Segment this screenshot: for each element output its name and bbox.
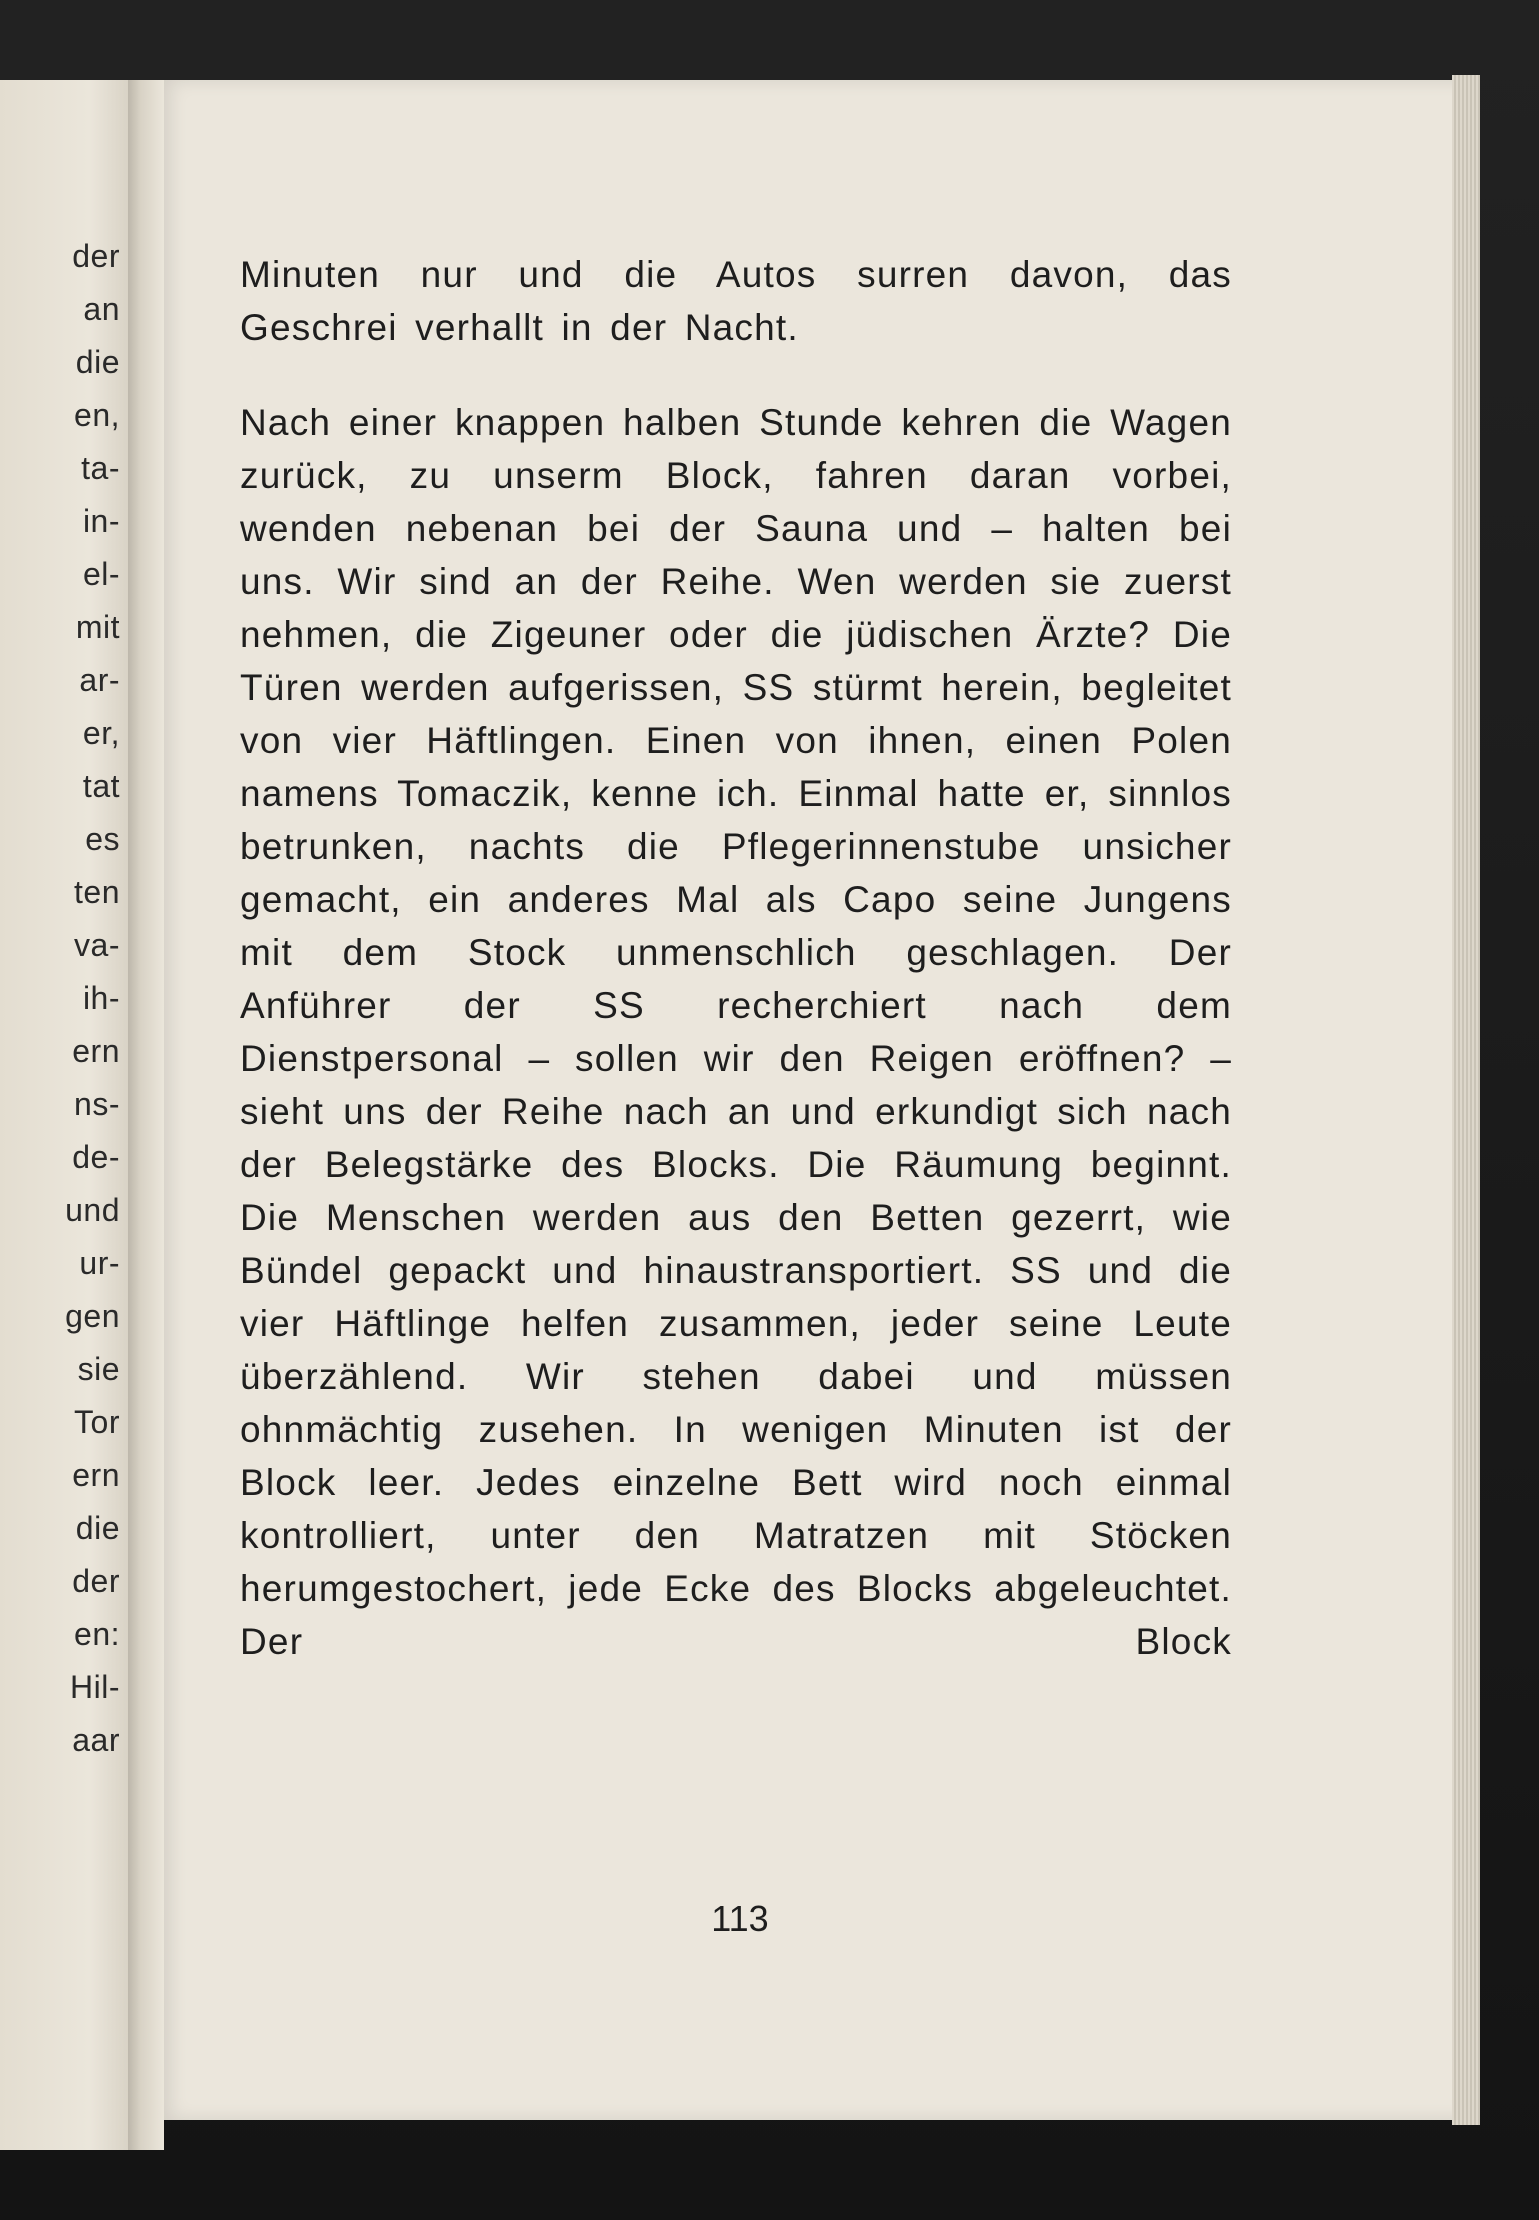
paragraph: Nach einer knappen halben Stunde kehren die Wagen zurück, zu unserm Block, fahren daran vorbei, wenden nebenan bei der Sauna und – halten bei uns. Wir sind an der Reihe. Wen werden sie zuerst nehmen, die Zigeuner oder die jüdischen Ärzte? Die Türen werden aufgerissen, SS stürmt herein, begleitet von vier Häftlingen. Einen von ihnen, einen Polen namens Tomaczik, kenne ich. Einmal hatte er, sinnlos betrunken, nachts die Pflegerinnenstube unsicher gemacht, ein anderes Mal als Capo seine Jungens mit dem Stock unmenschlich geschlagen. Der Anführer der SS recherchiert nach dem Dienstpersonal – sollen wir den Reigen eröffnen? – sieht uns der Reihe nach an und erkundigt sich nach der Belegstärke des Blocks. Die Räumung beginnt. Die Menschen werden aus den Betten gezerrt, wie Bündel gepackt und hinaustransportiert. SS und die vier Häftlinge helfen zusammen, jeder seine Leute überzählend. Wir stehen dabei und müssen ohnmächtig zusehen. In wenigen Minuten ist der Block leer. Jedes einzelne Bett wird noch einmal kontrolliert, unter den Matratzen mit Stöcken herumgestochert, jede Ecke des Blocks abgeleuchtet. Der Block	[240, 402, 1232, 1662]
left-page-fragment: ih-	[82, 980, 120, 1016]
left-page-fragment: el-	[82, 556, 120, 592]
left-page-edge	[0, 80, 128, 2150]
left-page-fragment: de-	[72, 1139, 120, 1175]
left-page-fragment: es	[85, 821, 120, 857]
left-page-fragment: tat	[82, 768, 120, 804]
left-page-fragment: die	[75, 1510, 120, 1546]
left-page-fragment: en:	[74, 1616, 120, 1652]
left-page-fragment: der	[72, 238, 120, 274]
left-page-fragment: aar	[72, 1722, 120, 1758]
left-page-fragment: er,	[82, 715, 120, 751]
left-page-fragment: ten	[74, 874, 120, 910]
left-page-fragment: ern	[72, 1457, 120, 1493]
paragraph: Minuten nur und die Autos surren davon, das Geschrei verhallt in der Nacht.	[240, 254, 1232, 348]
left-page-fragment: an	[83, 291, 120, 327]
left-page-fragment: und	[65, 1192, 120, 1228]
left-page-fragment: der	[72, 1563, 120, 1599]
left-page-fragment: mit	[75, 609, 120, 645]
body-text	[240, 248, 1232, 1668]
left-page-fragment: ta-	[81, 450, 120, 486]
left-page-fragment: ern	[72, 1033, 120, 1069]
left-page-fragment: en,	[74, 397, 120, 433]
left-page-fragment: Tor	[74, 1404, 120, 1440]
page-number: 113	[711, 1898, 769, 1939]
left-page-fragment: va-	[74, 927, 120, 963]
left-page-fragment: Hil-	[70, 1669, 120, 1705]
left-page-fragment: ur-	[79, 1245, 120, 1281]
left-page-fragment: ns-	[74, 1086, 120, 1122]
left-page-fragment: die	[75, 344, 120, 380]
left-page-fragment: in-	[82, 503, 120, 539]
left-page-fragment: ar-	[79, 662, 120, 698]
book-gutter	[128, 80, 164, 2150]
left-page-fragment: sie	[77, 1351, 120, 1387]
left-page-fragment: gen	[65, 1298, 120, 1334]
page-stack-edge	[1452, 75, 1480, 2125]
